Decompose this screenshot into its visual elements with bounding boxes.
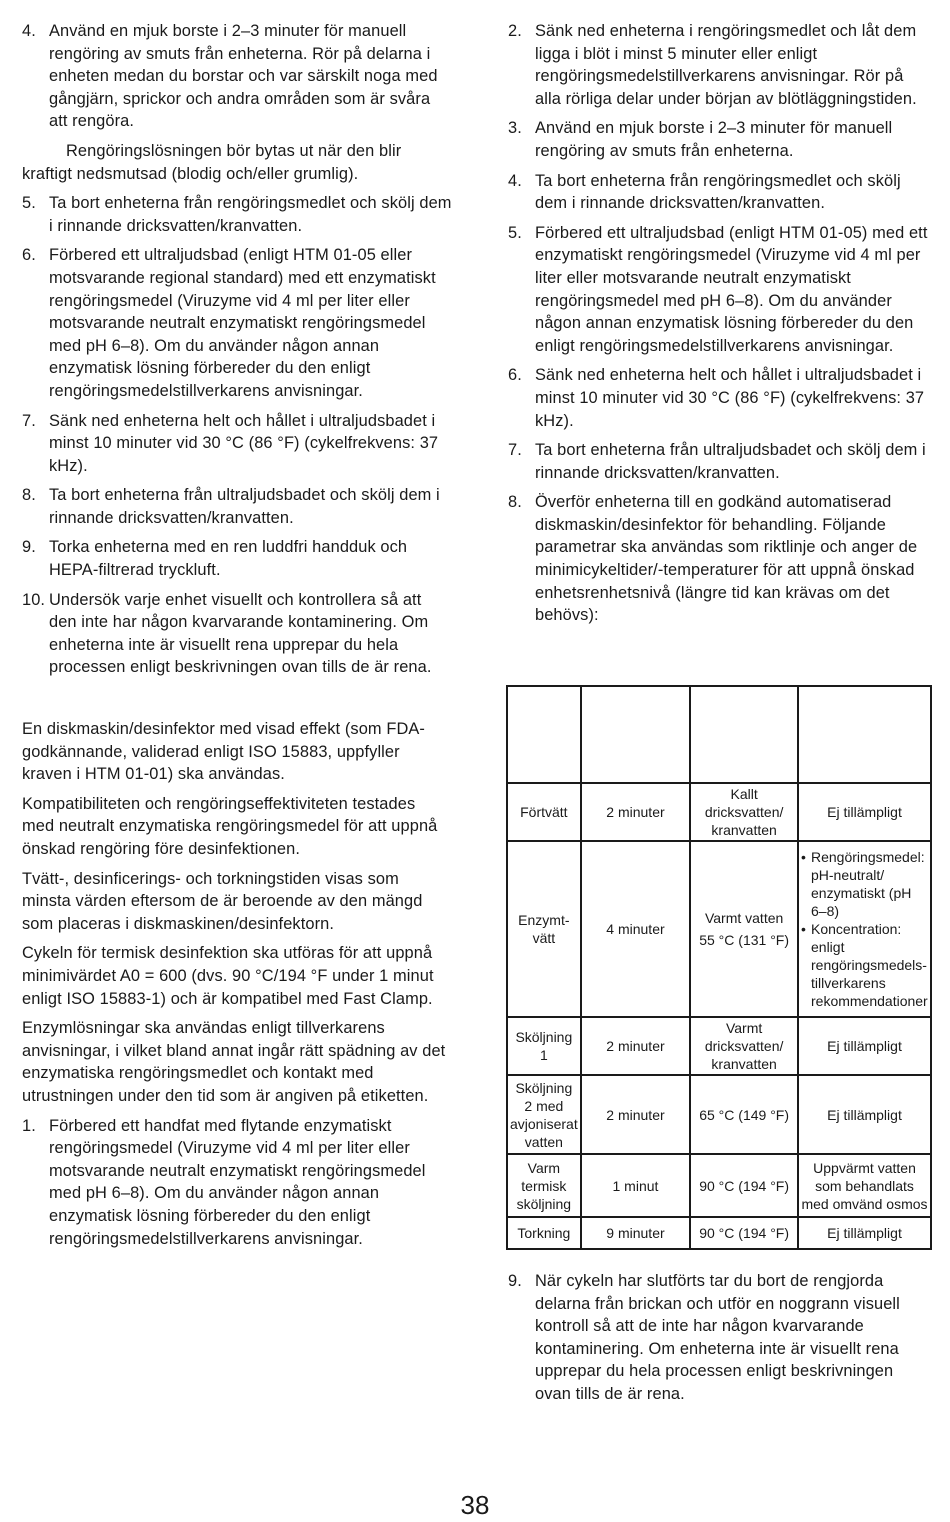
item-text: Sänk ned enheterna helt och hållet i ultraljudsbadet i minst 10 minuter vid 30 °C (86 °F) (cykelfrekvens: 37 kHz). (49, 411, 439, 475)
list-item (508, 439, 928, 484)
list-item (508, 20, 928, 110)
item-number: 6. (22, 246, 36, 265)
cycle-parameters-table (506, 685, 932, 1250)
list-item (22, 484, 452, 529)
body-paragraph: Enzymlösningar ska användas enligt tillverkarens anvisningar, i vilket bland annat ingår rätt spädning av det enzymatiska rengöringsmedlet och kontakt med utrustningen under den tid som är angiven på etiketten. (22, 1019, 446, 1105)
water-line: Varmt vatten (704, 910, 784, 926)
item-text: Använd en mjuk borste i 2–3 minuter för manuell rengöring av smuts från enheterna. (535, 119, 893, 160)
detergent-cell: Ej tillämpligt (798, 1075, 931, 1154)
header-cell (798, 686, 931, 783)
item-text: Ta bort enheterna från rengöringsmedlet och skölj dem i rinnande dricksvatten/kranvatten. (535, 171, 901, 213)
item-text: Undersök varje enhet visuellt och kontrollera så att den inte har någon kvarvarande kontaminering. Om enheterna inte är visuellt rena upprepar du hela processen enligt beskrivningen ovan tills de är rena. (49, 590, 432, 677)
phase-cell: Varm termisk sköljning (507, 1154, 581, 1217)
item-number: 8. (22, 486, 36, 505)
water-cell: 90 °C (194 °F) (690, 1154, 798, 1217)
water-line: 55 °C (131 °F) (699, 932, 790, 948)
table-row (507, 841, 931, 1017)
water-cell: 65 °C (149 °F) (690, 1075, 798, 1154)
time-cell: 2 minuter (581, 1075, 691, 1154)
list-item (508, 364, 928, 432)
item-text: Överför enheterna till en godkänd automatiserad diskmaskin/desinfektor för behandling. Följande parametrar ska användas som riktlinje och anger de minimicykeltider/-temperaturer för att uppnå önskad enhetsrenhetsnivå (längre tid kan krävas om det behövs): (535, 493, 918, 625)
item-number: 1. (22, 1116, 36, 1135)
water-cell (690, 841, 798, 1017)
item-number: 7. (22, 411, 36, 430)
table-row (507, 1154, 931, 1217)
list-item (22, 20, 452, 133)
item-text: Ta bort enheterna från ultraljudsbadet och skölj dem i rinnande dricksvatten/kranvatten. (49, 486, 440, 527)
right-column (508, 20, 928, 634)
time-cell: 4 minuter (581, 841, 691, 1017)
item-text: Förbered ett ultraljudsbad (enligt HTM 01-05 eller motsvarande regional standard) med ett enzymatiskt rengöringsmedel (Viruzyme vid 4 ml per liter eller motsvarande neutralt enzymatiskt rengöringsmedel med pH 6–8). Om du använder någon annan enzymatisk lösning förbereder du den enligt rengöringsmedelstillverkarens anvisningar. (49, 246, 436, 400)
list-item (508, 1270, 928, 1406)
phase-cell: Sköljning 2 med avjoniserat vatten (507, 1075, 581, 1154)
item-number: 10. (22, 590, 46, 609)
section-gap (22, 686, 452, 718)
item-number: 5. (22, 194, 36, 213)
phase-cell: Enzymt-vätt (507, 841, 581, 1017)
item-number: 7. (508, 441, 522, 460)
item-number: 9. (22, 538, 36, 557)
list-item (508, 117, 928, 162)
body-paragraph: Cykeln för termisk desinfektion ska utföras för att uppnå minimivärdet A0 = 600 (dvs. 90 °C/194 °F under 1 minut enligt ISO 15883-1) och är kompatibel med Fast Clamp. (22, 944, 434, 1008)
table-row (507, 1017, 931, 1075)
detergent-list (801, 848, 928, 1010)
list-item (508, 491, 928, 627)
item-text: När cykeln har slutförts tar du bort de rengjorda delarna från brickan och utför en noggrann visuell kontroll så att de inte har någon kvarvarande kontaminering. Om enheterna inte är visuellt rena upprepar du hela processen enligt beskrivningen ovan tills de är rena. (535, 1272, 900, 1403)
list-item (22, 536, 452, 581)
phase-cell: Förtvätt (507, 783, 581, 841)
item-text: Förbered ett ultraljudsbad (enligt HTM 01-05) med ett enzymatiskt rengöringsmedel (Viruzyme vid 4 ml per liter eller motsvarande neutralt enzymatiskt rengöringsmedel med pH 6–8). Om du använder någon annan enzymatisk lösning förbereder du den enligt rengöringsmedelstillverkarens anvisningar. (535, 223, 928, 355)
item-number: 9. (508, 1272, 522, 1290)
detergent-cell (798, 841, 931, 1017)
body-paragraph: En diskmaskin/desinfektor med visad effekt (som FDA-godkännande, validerad enligt ISO 15883, uppfyller kraven i HTM 01-01) ska användas. (22, 720, 425, 784)
left-column (22, 20, 452, 1257)
table-header-row (507, 686, 931, 783)
header-cell (507, 686, 581, 783)
phase-cell: Sköljning 1 (507, 1017, 581, 1075)
time-cell: 1 minut (581, 1154, 691, 1217)
water-cell: Varmt dricksvatten/ kranvatten (690, 1017, 798, 1075)
list-item (22, 244, 452, 402)
item-text: Sänk ned enheterna i rengöringsmedlet och låt dem ligga i blöt i minst 5 minuter eller enligt rengöringsmedelstillverkarens anvisningar. Rör på alla rörliga delar under början av blötläggningstiden. (535, 22, 917, 108)
item-text: Ta bort enheterna från ultraljudsbadet och skölj dem i rinnande dricksvatten/kranvatten. (535, 441, 926, 482)
body-paragraph: Tvätt-, desinficerings- och torkningstiden visas som minsta värden eftersom de är beroende av den mängd som placeras i diskmaskinen/desinfektorn. (22, 869, 423, 933)
list-item (508, 170, 928, 215)
list-item (508, 222, 928, 358)
list-item (22, 1115, 452, 1251)
detergent-cell: Ej tillämpligt (798, 1217, 931, 1249)
item-number: 8. (508, 493, 522, 512)
time-cell: 2 minuter (581, 783, 691, 841)
detergent-cell: Ej tillämpligt (798, 1017, 931, 1075)
table-row (507, 1217, 931, 1249)
item-number: 6. (508, 366, 522, 385)
table-row (507, 1075, 931, 1154)
item-number: 5. (508, 223, 522, 242)
detergent-cell: Ej tillämpligt (798, 783, 931, 841)
phase-cell: Torkning (507, 1217, 581, 1249)
list-item (22, 410, 452, 478)
item-text: Sänk ned enheterna helt och hållet i ultraljudsbadet i minst 10 minuter vid 30 °C (86 °F) (cykelfrekvens: 37 kHz). (535, 366, 925, 430)
detergent-bullet: • Koncentration: enligt rengöringsmedels-tillverkarens rekommendationer (801, 920, 928, 1010)
water-cell: 90 °C (194 °F) (690, 1217, 798, 1249)
time-cell: 9 minuter (581, 1217, 691, 1249)
header-cell (690, 686, 798, 783)
item-text: Använd en mjuk borste i 2–3 minuter för manuell rengöring av smuts från enheterna. Rör på delarna i enheten medan du borstar och var särskilt noga med gångjärn, sprickor och andra områden som är svåra att rengöra. (49, 22, 438, 131)
detergent-cell: Uppvärmt vatten som behandlats med omvänd osmos (798, 1154, 931, 1217)
list-item (22, 589, 452, 679)
page-number: 38 (460, 1490, 490, 1520)
note-paragraph: Rengöringslösningen bör bytas ut när den blir kraftigt nedsmutsad (blodig och/eller grumlig). (22, 141, 402, 183)
body-paragraph: Kompatibiliteten och rengöringseffektiviteten testades med neutralt enzymatiska rengöringsmedel för att uppnå önskad rengöring före desinfektionen. (22, 794, 438, 858)
time-cell: 2 minuter (581, 1017, 691, 1075)
item-text: Ta bort enheterna från rengöringsmedlet och skölj dem i rinnande dricksvatten/kranvatten. (49, 194, 452, 235)
item-number: 2. (508, 22, 522, 40)
table-row (507, 783, 931, 841)
water-cell: Kallt dricksvatten/ kranvatten (690, 783, 798, 841)
detergent-bullet: • Rengöringsmedel: pH-neutralt/ enzymatiskt (pH 6–8) (801, 848, 928, 920)
item-text: Torka enheterna med en ren luddfri handduk och HEPA-filtrerad tryckluft. (49, 538, 408, 580)
item-number: 3. (508, 119, 522, 138)
header-cell (581, 686, 691, 783)
item-number: 4. (22, 22, 36, 40)
item-number: 4. (508, 171, 522, 190)
right-column-after-table (508, 1270, 928, 1413)
item-text: Förbered ett handfat med flytande enzymatiskt rengöringsmedel (Viruzyme vid 4 ml per liter eller motsvarande neutralt enzymatiskt rengöringsmedel med pH 6–8). Om du använder någon annan enzymatisk lösning förbereder du den enligt rengöringsmedelstillverkarens anvisningar. (49, 1116, 426, 1248)
list-item (22, 192, 452, 237)
